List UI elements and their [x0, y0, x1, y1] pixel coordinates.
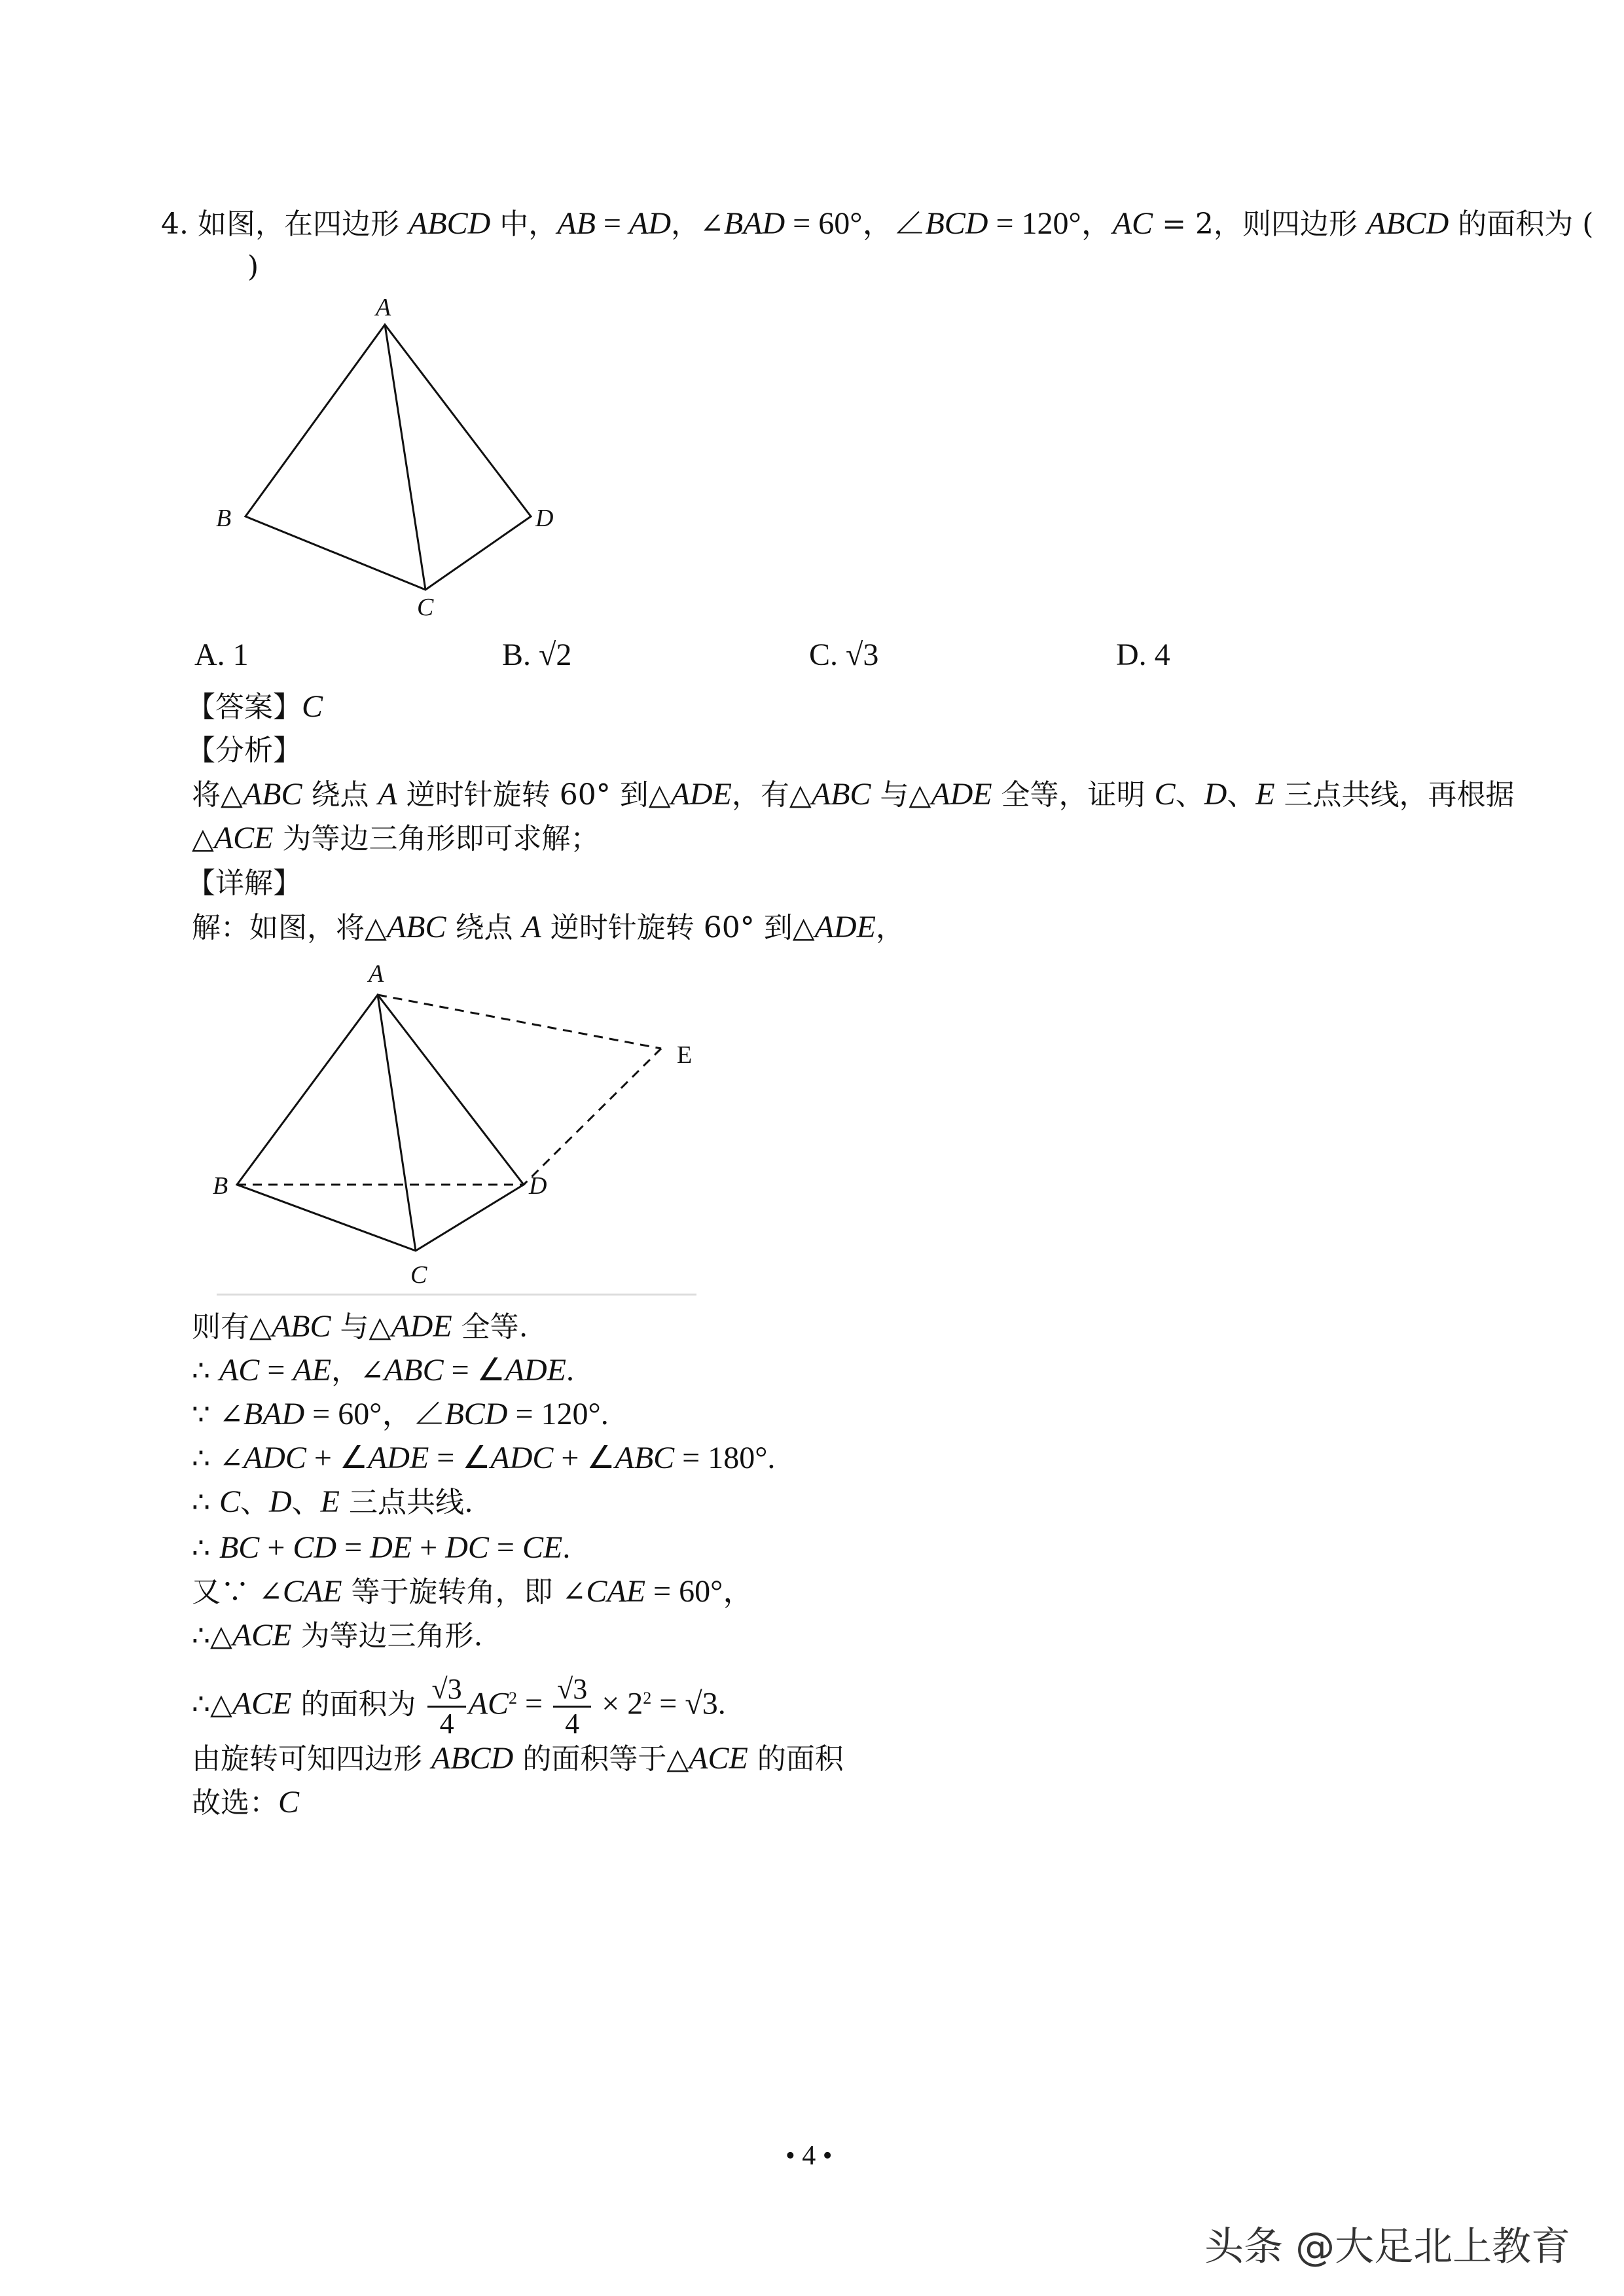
text-segment: 绕点: [446, 911, 522, 944]
text-segment: 为等边三角形.: [291, 1619, 483, 1653]
text-segment: 的面积为 (: [1449, 207, 1594, 241]
math-symbol: ADE: [505, 1353, 566, 1388]
text-segment: 【答案】: [187, 691, 302, 724]
math-symbol: CAE: [586, 1574, 646, 1609]
text-segment: = 60°，∠: [304, 1397, 445, 1431]
area-line: [192, 1662, 726, 1741]
math-symbol: ADE: [367, 1441, 429, 1475]
text-segment: 【分析】: [187, 734, 302, 767]
text-segment: ，∠: [331, 1354, 384, 1388]
detail-line-1: [192, 908, 905, 948]
diagonal-ac-2: [378, 995, 416, 1251]
math-symbol: ABC: [386, 910, 446, 944]
text-segment: 、: [291, 1486, 321, 1519]
math-symbol: BCD: [925, 206, 988, 241]
choice-value: 4: [1154, 637, 1170, 672]
math-symbol: C: [302, 689, 323, 724]
math-symbol: CD: [293, 1530, 337, 1565]
analysis-heading: [187, 731, 302, 770]
math-symbol: D: [1204, 777, 1227, 812]
math-symbol: ABCD: [431, 1741, 514, 1776]
math-symbol: ACE: [213, 821, 274, 855]
exponent: 2: [508, 1689, 517, 1708]
solution-step: [192, 1351, 574, 1391]
quadrilateral-abcd-2: [237, 995, 524, 1251]
text-segment: 全等，证明: [992, 778, 1155, 812]
text-segment: 为等边三角形即可求解；: [273, 822, 600, 855]
math-symbol: ADE: [931, 777, 992, 812]
solution-step: [192, 1307, 528, 1347]
math-symbol: ABC: [242, 777, 302, 812]
dashed-ae: [378, 995, 661, 1049]
conclusion-line: [192, 1739, 844, 1779]
quadrilateral-abcd: [245, 325, 531, 590]
math-symbol: C: [278, 1785, 300, 1820]
fraction-denominator: 4: [565, 1707, 580, 1740]
math-symbol: BAD: [243, 1397, 305, 1431]
label2-b: B: [213, 1172, 228, 1200]
text-segment: 与△: [871, 778, 931, 812]
math-symbol: E: [1255, 777, 1275, 812]
text-segment: 、: [1227, 778, 1256, 812]
text-segment: 中，: [490, 207, 558, 241]
text-segment: 等于旋转角，即 ∠: [342, 1575, 586, 1609]
answer-line: [187, 687, 323, 727]
math-symbol: ABC: [384, 1353, 444, 1388]
choice-d[interactable]: [1116, 636, 1170, 675]
label2-d: D: [529, 1172, 547, 1200]
label-a: A: [376, 294, 391, 321]
equals: =: [516, 1686, 551, 1721]
text-segment: ∴: [192, 1532, 219, 1565]
choice-letter: D.: [1116, 637, 1147, 672]
text-segment: ∵ ∠: [192, 1398, 244, 1431]
text-segment: 将△: [192, 778, 243, 812]
analysis-line-2: [192, 819, 600, 859]
text-segment: △: [192, 822, 214, 855]
math-symbol: AD: [629, 206, 671, 241]
text-segment: 与△: [331, 1310, 391, 1344]
text-segment: =: [488, 1530, 522, 1565]
math-symbol: BAD: [723, 206, 785, 241]
solution-step: [192, 1439, 775, 1479]
math-symbol: CE: [522, 1530, 563, 1565]
choice-c[interactable]: [809, 636, 878, 675]
math-symbol: AC: [1112, 206, 1153, 241]
choice-a[interactable]: [194, 636, 249, 675]
watermark: 头条 @大足北上教育: [1204, 2224, 1571, 2270]
text-segment: +: [259, 1530, 293, 1565]
math-symbol: D: [269, 1484, 292, 1519]
text-segment: ，∠: [670, 207, 724, 241]
text-segment: 故选：: [192, 1786, 278, 1820]
text-segment: =: [595, 206, 629, 241]
math-symbol: C: [219, 1484, 240, 1519]
text-segment: 又∵ ∠: [192, 1575, 283, 1609]
text-segment: 三点共线，再根据: [1274, 778, 1515, 812]
choice-value: √2: [539, 637, 572, 672]
final-choice-line: [192, 1783, 299, 1823]
math-symbol: ABCD: [408, 206, 491, 241]
text-segment: 、: [1175, 778, 1204, 812]
math-symbol: BC: [219, 1530, 260, 1565]
choice-value: √3: [846, 637, 879, 672]
text-segment: = 60°，∠: [785, 206, 926, 241]
text-segment: 由旋转可知四边形: [192, 1742, 431, 1776]
area-prefix: ∴△: [192, 1687, 232, 1721]
label-b: B: [216, 505, 232, 532]
area-triangle: ACE: [232, 1686, 292, 1721]
math-symbol: A: [378, 777, 397, 812]
math-symbol: AC: [219, 1353, 260, 1388]
text-segment: = 60°，: [645, 1574, 755, 1609]
text-segment: = 180°.: [674, 1441, 776, 1475]
text-segment: 、: [240, 1486, 269, 1519]
math-symbol: DE: [370, 1530, 412, 1565]
text-segment: 解：如图，将△: [192, 911, 387, 944]
text-segment: ): [247, 250, 259, 283]
math-symbol: ADE: [814, 910, 876, 944]
text-segment: +: [412, 1530, 446, 1565]
choice-letter: C.: [809, 637, 839, 672]
math-symbol: ACE: [232, 1618, 292, 1653]
text-segment: 则有△: [192, 1310, 272, 1344]
text-segment: ，有△: [731, 778, 812, 812]
detail-heading: [187, 864, 302, 903]
math-symbol: ABC: [811, 777, 871, 812]
label-d: D: [535, 505, 554, 532]
text-segment: = 120°.: [507, 1397, 609, 1431]
text-segment: .: [562, 1530, 571, 1565]
text-segment: 4. 如图，在四边形: [161, 207, 408, 241]
text-segment: ，: [875, 911, 905, 944]
fraction-denominator: 4: [439, 1707, 454, 1740]
text-segment: = 2，则四边形: [1153, 207, 1367, 241]
solution-step: [192, 1616, 482, 1656]
text-segment: 全等.: [452, 1310, 528, 1344]
text-segment: + ∠: [553, 1441, 615, 1475]
choice-letter: B.: [502, 637, 532, 672]
area-ac: AC: [468, 1686, 509, 1721]
text-segment: =: [259, 1353, 293, 1388]
math-symbol: ABCD: [1366, 206, 1449, 241]
solution-step: [192, 1482, 473, 1522]
math-symbol: C: [1154, 777, 1176, 812]
fraction-2: [553, 1673, 591, 1740]
fraction: [427, 1673, 465, 1740]
analysis-line-1: [192, 775, 1515, 815]
text-segment: = 120°，: [988, 206, 1113, 241]
label-c: C: [417, 594, 434, 621]
math-symbol: ACE: [689, 1741, 748, 1776]
text-segment: =: [336, 1530, 370, 1565]
solution-step: [192, 1572, 754, 1612]
times-two: × 2: [594, 1686, 643, 1721]
text-segment: = ∠: [429, 1441, 491, 1475]
label2-c: C: [410, 1261, 427, 1289]
text-segment: .: [566, 1353, 574, 1388]
text-segment: 绕点: [302, 778, 378, 812]
fraction-numerator: √3: [553, 1673, 591, 1708]
math-symbol: ABC: [271, 1309, 331, 1344]
text-segment: ∴ ∠: [192, 1442, 244, 1475]
text-segment: 的面积等于△: [513, 1742, 689, 1776]
text-segment: ∴: [192, 1486, 219, 1519]
text-segment: = ∠: [443, 1353, 505, 1388]
math-symbol: ADC: [490, 1441, 554, 1475]
math-symbol: ADC: [243, 1441, 306, 1475]
area-text: 的面积为: [291, 1687, 425, 1721]
math-symbol: ADE: [391, 1309, 452, 1344]
exponent: 2: [643, 1689, 652, 1708]
math-symbol: A: [522, 910, 541, 944]
math-symbol: BCD: [444, 1397, 508, 1431]
text-segment: 的面积: [748, 1742, 844, 1776]
text-segment: + ∠: [306, 1441, 368, 1475]
text-segment: 逆时针旋转 60° 到△: [541, 911, 815, 944]
choice-letter: A.: [194, 637, 225, 672]
text-segment: ∴△: [192, 1619, 232, 1653]
solution-step: [192, 1528, 570, 1568]
math-symbol: AB: [557, 206, 596, 241]
math-symbol: DC: [445, 1530, 489, 1565]
choice-b[interactable]: [502, 636, 571, 675]
area-result: = √3.: [651, 1686, 726, 1721]
text-segment: 【详解】: [187, 867, 302, 900]
label2-e: E: [677, 1041, 693, 1069]
choice-value: 1: [232, 637, 249, 672]
text-segment: ∴: [192, 1354, 219, 1388]
math-symbol: CAE: [282, 1574, 342, 1609]
text-segment: 逆时针旋转 60° 到△: [397, 778, 671, 812]
solution-step: [192, 1395, 609, 1435]
math-symbol: ABC: [615, 1441, 675, 1475]
diagonal-ac: [385, 325, 425, 590]
page-number: • 4 •: [785, 2141, 833, 2171]
text-segment: 三点共线.: [340, 1486, 473, 1519]
dashed-de: [524, 1049, 661, 1185]
math-symbol: ADE: [670, 777, 732, 812]
math-symbol: AE: [293, 1353, 332, 1388]
math-symbol: E: [320, 1484, 340, 1519]
label2-a: A: [369, 960, 384, 988]
fraction-numerator: √3: [427, 1673, 465, 1708]
